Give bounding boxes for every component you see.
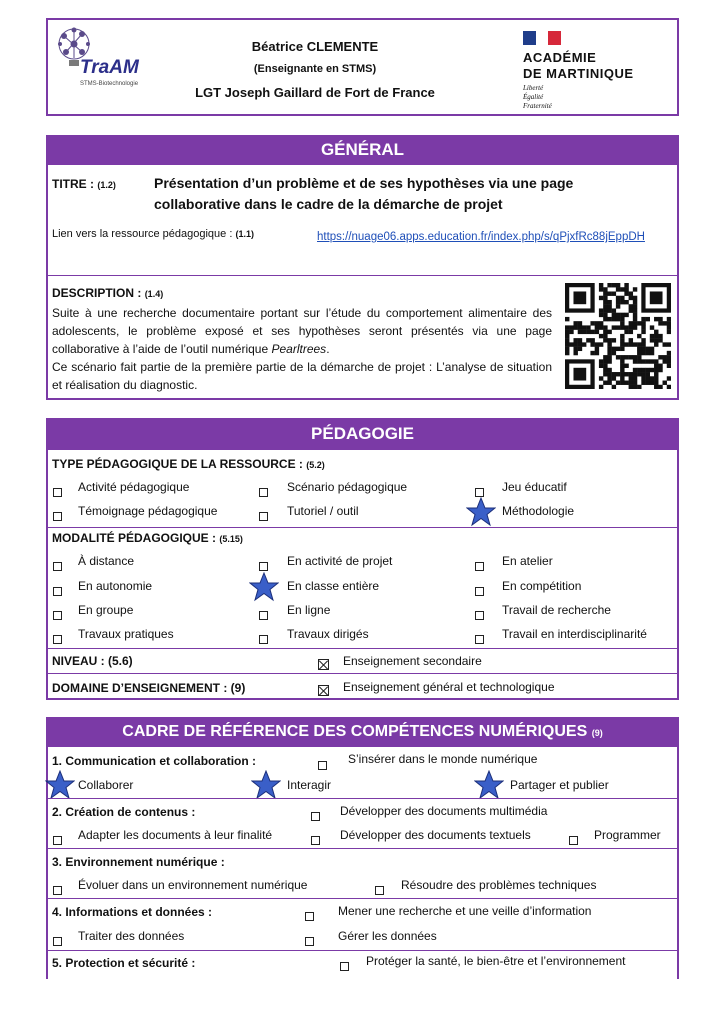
modal-star-classe-entiere[interactable]	[249, 572, 279, 602]
s3-label: 3. Environnement numérique :	[52, 855, 225, 869]
type-label-text: TYPE PÉDAGOGIQUE DE LA RESSOURCE :	[52, 457, 303, 471]
type-cb-tutoriel[interactable]	[259, 507, 268, 525]
modal-interdisciplinarite: Travail en interdisciplinarité	[502, 627, 647, 641]
domaine-label: DOMAINE D’ENSEIGNEMENT : (9)	[52, 681, 246, 695]
s2-textuels: Développer des documents textuels	[340, 828, 531, 842]
modal-cb-recherche[interactable]	[475, 606, 484, 624]
s4-divider	[46, 950, 679, 951]
s2-adapter: Adapter les documents à leur finalité	[78, 828, 273, 842]
s5-cb-proteger[interactable]	[340, 957, 349, 975]
link-label-text: Lien vers la ressource pédagogique :	[52, 228, 233, 240]
modal-divider	[46, 648, 679, 649]
s3-cb-evoluer[interactable]	[53, 881, 62, 899]
modal-atelier: En atelier	[502, 554, 553, 568]
link-label	[52, 228, 254, 240]
modal-td: Travaux dirigés	[287, 627, 369, 641]
s4-cb-traiter[interactable]	[53, 932, 62, 950]
description-p2: Ce scénario fait partie de la première partie de la démarche de projet : L’analyse de situation et réalisation du diagnostic.	[52, 360, 552, 392]
s3-cb-resoudre[interactable]	[375, 881, 384, 899]
s1-star-interagir[interactable]	[251, 770, 281, 800]
modal-label-text: MODALITÉ PÉDAGOGIQUE :	[52, 531, 217, 545]
modal-cb-competition[interactable]	[475, 582, 484, 600]
s1-star-collaborer[interactable]	[45, 770, 75, 800]
type-cb-activite[interactable]	[53, 483, 62, 501]
s5-label: 5. Protection et sécurité :	[52, 956, 196, 970]
modal-code: (5.15)	[219, 534, 243, 544]
modal-competition: En compétition	[502, 579, 582, 593]
s1-label: 1. Communication et collaboration :	[52, 754, 257, 768]
title-label	[52, 177, 116, 191]
qr-code[interactable]	[565, 283, 671, 389]
s4-gerer: Gérer les données	[338, 929, 437, 943]
s4-cb-recherche[interactable]	[305, 907, 314, 925]
description-label	[52, 286, 163, 300]
cadre-band-title: CADRE DE RÉFÉRENCE DES COMPÉTENCES NUMÉRIQUES	[122, 723, 588, 740]
s4-recherche: Mener une recherche et une veille d’information	[338, 904, 592, 918]
description-p1: Suite à une recherche documentaire portant sur l’étude du comportement alimentaire des adolescents, le problème exposé et ses hypothèses seront présentés via une page collaborative à l’aide de l’outil numérique	[52, 306, 552, 356]
modal-cb-tp[interactable]	[53, 630, 62, 648]
author-name: Béatrice CLEMENTE	[251, 39, 379, 54]
modal-cb-interdisciplinarite[interactable]	[475, 630, 484, 648]
type-jeu: Jeu éducatif	[502, 480, 567, 494]
type-tutoriel: Tutoriel / outil	[287, 504, 359, 518]
modal-groupe: En groupe	[78, 603, 134, 617]
s5-proteger: Protéger la santé, le bien-être et l’environnement	[366, 954, 626, 968]
s1-collaborer: Collaborer	[78, 778, 134, 792]
s2-label: 2. Création de contenus :	[52, 805, 196, 819]
modal-distance: À distance	[78, 554, 135, 568]
domaine-value: Enseignement général et technologique	[343, 680, 555, 694]
type-scenario: Scénario pédagogique	[287, 480, 408, 494]
general-band: GÉNÉRAL	[46, 135, 679, 165]
title-label-text: TITRE :	[52, 177, 94, 191]
s3-resoudre: Résoudre des problèmes techniques	[401, 878, 597, 892]
type-cb-scenario[interactable]	[259, 483, 268, 501]
academy-line1: ACADÉMIE	[523, 50, 597, 65]
modal-cb-ligne[interactable]	[259, 606, 268, 624]
s2-divider	[46, 848, 679, 849]
description-label-text: DESCRIPTION :	[52, 286, 142, 300]
logo-subtext: STMS-Biotechnologie	[80, 81, 139, 87]
description-tool: Pearltrees	[271, 342, 327, 356]
niveau-value: Enseignement secondaire	[343, 654, 482, 668]
modal-projet: En activité de projet	[287, 554, 393, 568]
modal-recherche: Travail de recherche	[502, 603, 611, 617]
s4-cb-gerer[interactable]	[305, 932, 314, 950]
type-activite: Activité pédagogique	[78, 480, 190, 494]
type-divider	[46, 527, 679, 528]
pedagogie-band: PÉDAGOGIE	[46, 418, 679, 450]
type-label	[52, 457, 325, 471]
modal-classe-entiere: En classe entière	[287, 579, 380, 593]
s1-partager: Partager et publier	[510, 778, 609, 792]
resource-title-line2: collaborative dans le cadre de la démarche de projet	[154, 196, 503, 212]
s1-cb-inserer[interactable]	[318, 756, 327, 774]
niveau-label: NIVEAU : (5.6)	[52, 654, 133, 668]
republic-flag-icon	[523, 31, 561, 45]
cadre-band	[46, 717, 679, 747]
type-star-methodologie[interactable]	[466, 497, 496, 527]
s1-star-partager[interactable]	[474, 770, 504, 800]
description-text	[52, 304, 552, 394]
description-code: (1.4)	[144, 289, 164, 299]
motto-2: Égalité	[523, 93, 544, 101]
modal-label	[52, 531, 243, 545]
school-name: LGT Joseph Gaillard de Fort de France	[195, 85, 435, 100]
domaine-checkbox[interactable]	[318, 682, 329, 700]
resource-link[interactable]: https://nuage06.apps.education.fr/index.php/s/qPjxfRc88jEppDH	[317, 231, 645, 243]
modal-cb-groupe[interactable]	[53, 606, 62, 624]
academy-line2: DE MARTINIQUE	[523, 66, 634, 81]
s1-inserer: S’insérer dans le monde numérique	[348, 752, 538, 766]
type-code: (5.2)	[306, 460, 325, 470]
niveau-divider	[46, 673, 679, 674]
s1-interagir: Interagir	[287, 778, 332, 792]
type-temoignage: Témoignage pédagogique	[78, 504, 218, 518]
s2-multimedia: Développer des documents multimédia	[340, 804, 548, 818]
type-cb-temoignage[interactable]	[53, 507, 62, 525]
title-code: (1.2)	[97, 180, 116, 190]
s2-programmer: Programmer	[594, 828, 661, 842]
modal-tp: Travaux pratiques	[78, 627, 174, 641]
logo-text: TraAM	[80, 57, 139, 78]
modal-autonomie: En autonomie	[78, 579, 153, 593]
s2-cb-multimedia[interactable]	[311, 807, 320, 825]
author-role: (Enseignante en STMS)	[253, 63, 377, 75]
niveau-checkbox[interactable]	[318, 656, 329, 674]
general-divider	[46, 275, 679, 276]
modal-cb-atelier[interactable]	[475, 557, 484, 575]
s2-cb-programmer[interactable]	[569, 831, 578, 849]
s3-evoluer: Évoluer dans un environnement numérique	[78, 878, 308, 892]
resource-title-line1: Présentation d’un problème et de ses hypothèses via une page	[154, 175, 574, 191]
s4-traiter: Traiter des données	[78, 929, 185, 943]
cadre-band-code: (9)	[591, 728, 603, 738]
s4-label: 4. Informations et données :	[52, 905, 213, 919]
type-methodologie: Méthodologie	[502, 504, 575, 518]
s2-cb-adapter[interactable]	[53, 831, 62, 849]
motto-3: Fraternité	[523, 102, 552, 110]
modal-cb-distance[interactable]	[53, 557, 62, 575]
s1-divider	[46, 798, 679, 799]
modal-ligne: En ligne	[287, 603, 331, 617]
description-p1-end: .	[326, 342, 330, 356]
s2-cb-textuels[interactable]	[311, 831, 320, 849]
modal-cb-autonomie[interactable]	[53, 582, 62, 600]
s3-divider	[46, 898, 679, 899]
modal-cb-td[interactable]	[259, 630, 268, 648]
motto-1: Liberté	[523, 84, 544, 92]
link-code: (1.1)	[235, 229, 254, 239]
